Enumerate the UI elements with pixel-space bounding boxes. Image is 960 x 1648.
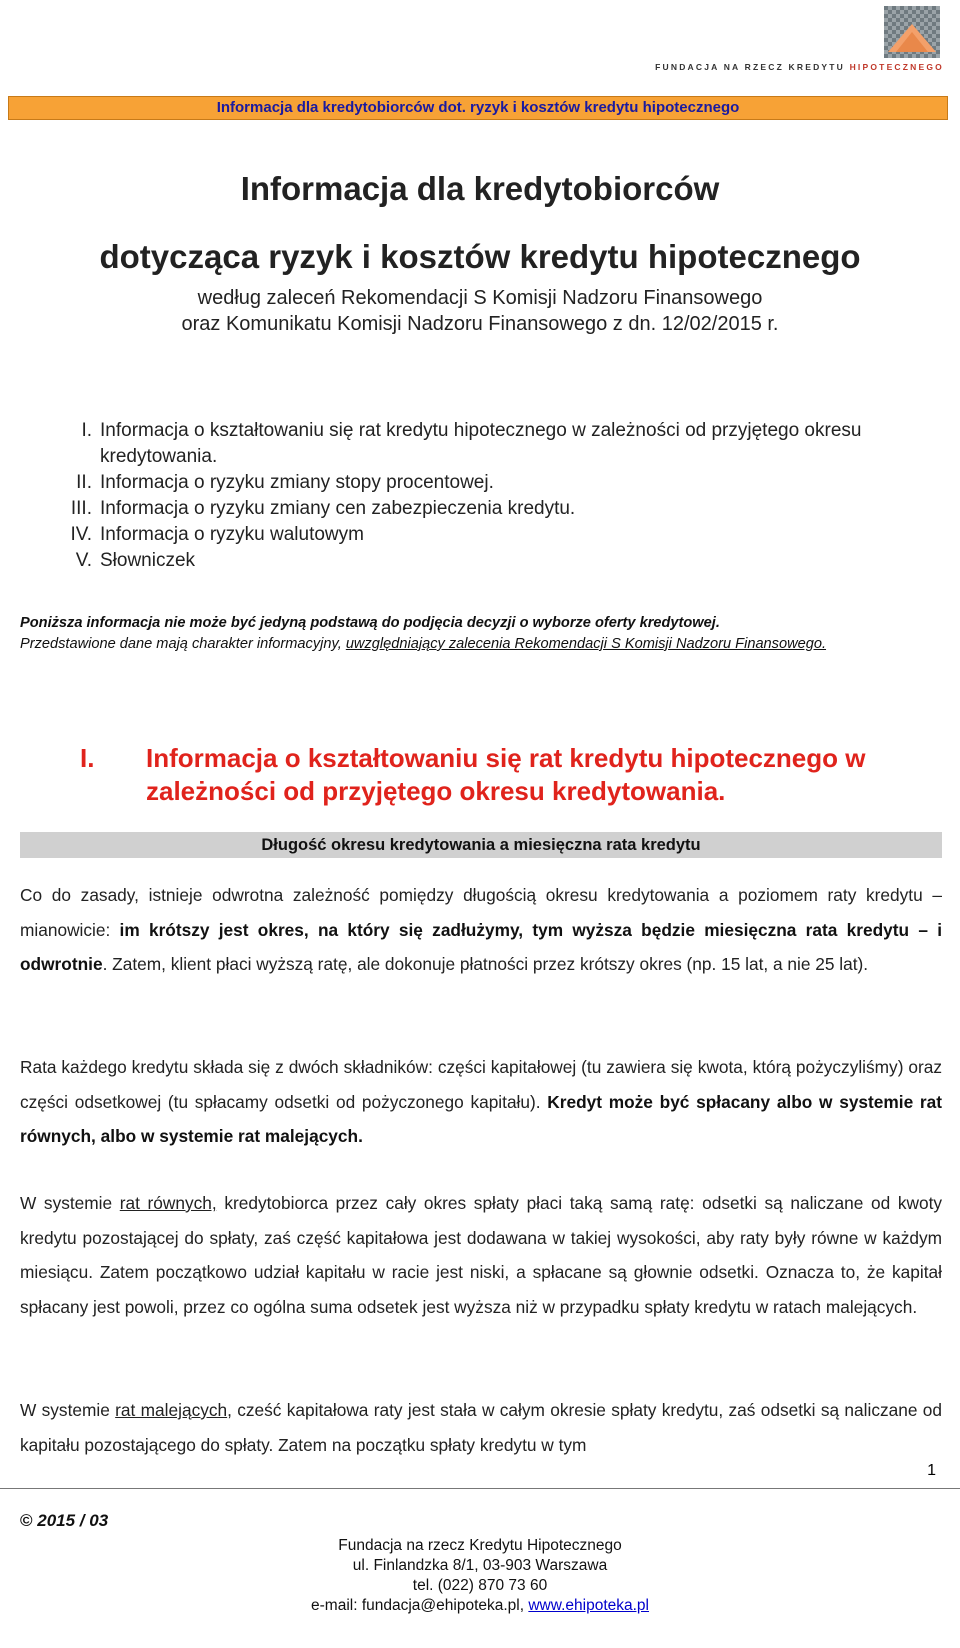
page-subtitle: dotycząca ryzyk i kosztów kredytu hipotecznego (99, 238, 861, 275)
toc-item: III. Informacja o ryzyku zmiany cen zabezpieczenia kredytu. (70, 498, 576, 519)
footer-contact (0, 1536, 960, 1616)
header-band: Informacja dla kredytobiorców dot. ryzyk i kosztów kredytu hipotecznego (8, 96, 948, 120)
paragraph-4: W systemie rat malejących, cześć kapitałowa raty jest stała w całym okresie spłaty kredytu, zaś odsetki są naliczane od kapitału pozostającego do spłaty. Zatem na początku spłaty kredytu w tym (20, 1400, 942, 1455)
section-number: I. (80, 743, 95, 773)
website-link[interactable]: www.ehipoteka.pl (528, 1597, 649, 1614)
footer-email-line: e-mail: fundacja@ehipoteka.pl, www.ehipoteka.pl (311, 1597, 649, 1614)
section-title: Informacja o kształtowaniu się rat kredytu hipotecznego w zależności od przyjętego okresu kredytowania. (146, 743, 866, 806)
toc-item: IV. Informacja o ryzyku walutowym (70, 524, 364, 545)
paragraph-2: Rata każdego kredytu składa się z dwóch składników: części kapitałowej (tu zawiera się kwota, którą pożyczyliśmy) oraz części odsetkowej (tu spłacamy odsetki od pożyczonego kapitału). Kredyt może być spłacany albo w systemie rat równych, albo w systemie rat malejących. (20, 1057, 942, 1146)
section-heading (80, 742, 950, 808)
page-number: 1 (927, 1462, 936, 1479)
paragraph-3: W systemie rat równych, kredytobiorca przez cały okres spłaty płaci taką samą ratę: odsetki są naliczane od kwoty kredytu pozostającej do spłaty, zaś część kapitałowa jest dodawana w takiej wysokości, aby raty były równe w każdym miesiącu. Zatem początkowo udział kapitału w racie jest niski, a spłacane są głownie odsetki. Oznacza to, że kapitał spłacany jest powoli, przez co ogólna suma odsetek jest wyższa niż w przypadku spłaty kredytu w ratach malejących. (20, 1193, 943, 1317)
foundation-logo (884, 6, 940, 58)
footer-divider (0, 1488, 960, 1489)
disclaimer-line-2: Przedstawione dane mają charakter informacyjny, uwzględniający zalecenia Rekomendacji S Komisji Nadzoru Finansowego. (20, 636, 827, 652)
subtitle-line-2: oraz Komunikatu Komisji Nadzoru Finansowego z dn. 12/02/2015 r. (181, 313, 779, 335)
toc-item: I. Informacja o kształtowaniu się rat kredytu hipotecznego w zależności od przyjętego okresu kredytowania. (81, 420, 862, 467)
subsection-band: Długość okresu kredytowania a miesięczna rata kredytu (20, 832, 942, 858)
footer-phone: tel. (022) 870 73 60 (412, 1577, 548, 1594)
footer-address: ul. Finlandzka 8/1, 03-903 Warszawa (352, 1557, 608, 1574)
copyright: © 2015 / 03 (20, 1511, 109, 1530)
page-title: Informacja dla kredytobiorców (240, 170, 720, 207)
disclaimer (20, 613, 942, 655)
copyright-icon: © (20, 1511, 33, 1530)
disclaimer-line-1: Poniższa informacja nie może być jedyną podstawą do podjęcia decyzji o wyborze oferty kredytowej. (20, 615, 720, 631)
subtitle-line-1: według zaleceń Rekomendacji S Komisji Nadzoru Finansowego (197, 287, 763, 309)
toc-item: II. Informacja o ryzyku zmiany stopy procentowej. (76, 472, 494, 493)
paragraph-1: Co do zasady, istnieje odwrotna zależność pomiędzy długością okresu kredytowania a poziomem raty kredytu – mianowicie: im krótszy jest okres, na który się zadłużymy, tym wyższa będzie miesięczna rata kredytu – i odwrotnie. Zatem, klient płaci wyższą ratę, ale dokonuje płatności przez krótszy okres (np. 15 lat, a nie 25 lat). (20, 885, 942, 974)
toc-item: V. Słowniczek (75, 550, 196, 571)
footer-org: Fundacja na rzecz Kredytu Hipotecznego (338, 1537, 622, 1554)
logo-text: FUNDACJA NA RZECZ KREDYTU HIPOTECZNEGO (655, 62, 944, 72)
table-of-contents (20, 418, 940, 574)
